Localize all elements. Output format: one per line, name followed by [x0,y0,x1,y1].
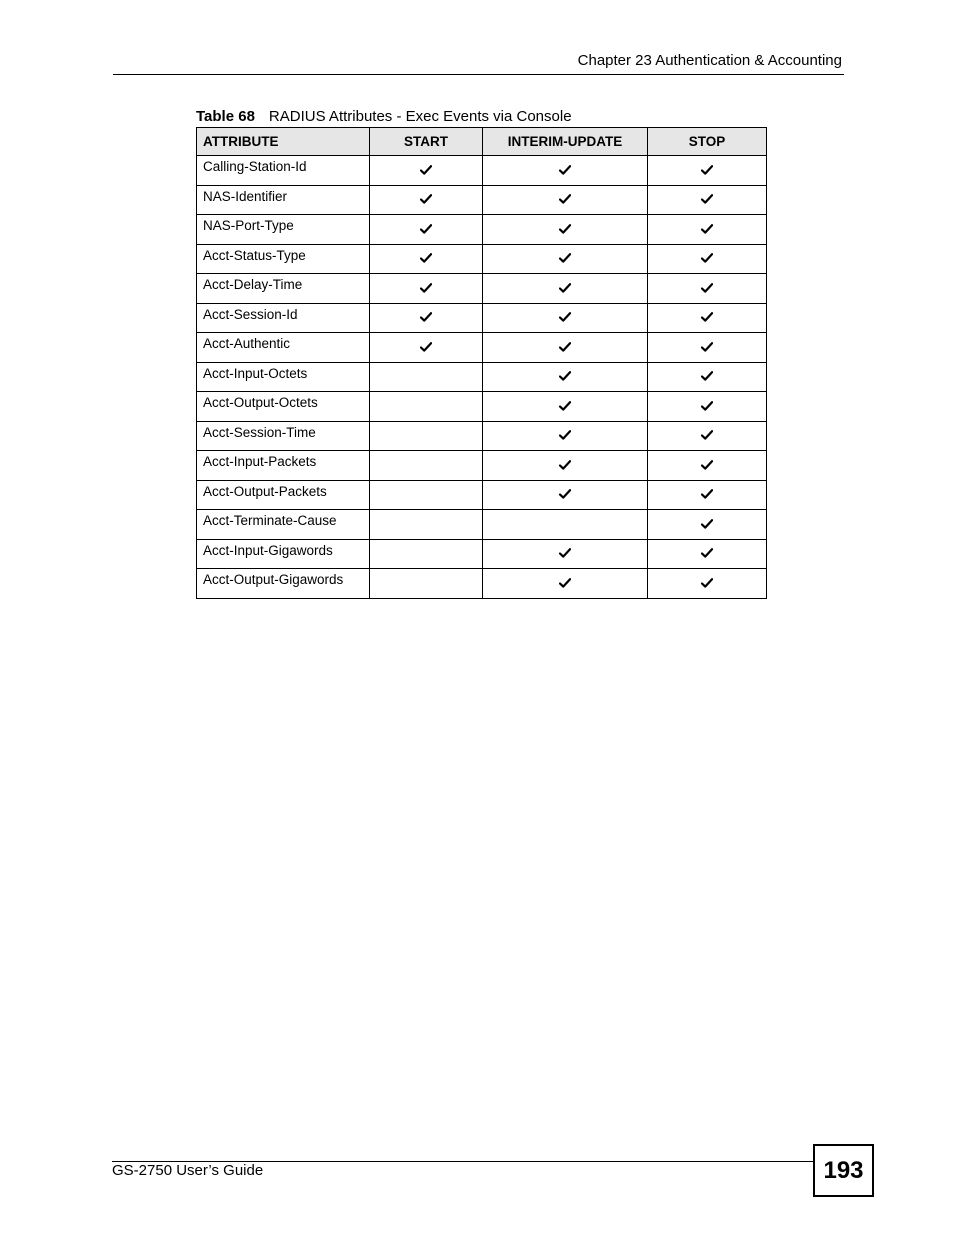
start-cell [370,185,483,215]
stop-cell [648,539,767,569]
attribute-cell: Calling-Station-Id [197,156,370,186]
table-caption-label: Table 68 [196,108,255,125]
checkmark-icon [701,428,713,443]
stop-cell [648,451,767,481]
start-cell [370,392,483,422]
radius-attributes-table [196,127,767,599]
checkmark-icon [701,251,713,266]
checkmark-icon [701,163,713,178]
table-row [197,480,767,510]
checkmark-icon [559,251,571,266]
table-row [197,333,767,363]
checkmark-icon [559,399,571,414]
start-cell [370,510,483,540]
checkmark-icon [701,546,713,561]
interim-update-cell [483,392,648,422]
footer-guide-title: GS-2750 User’s Guide [112,1162,264,1179]
checkmark-icon [420,192,432,207]
stop-cell [648,480,767,510]
start-cell [370,451,483,481]
interim-update-cell [483,185,648,215]
checkmark-icon [701,310,713,325]
attribute-cell: Acct-Authentic [197,333,370,363]
checkmark-icon [420,281,432,296]
checkmark-icon [559,576,571,591]
start-cell [370,421,483,451]
interim-update-cell [483,510,648,540]
attribute-cell: Acct-Session-Time [197,421,370,451]
checkmark-icon [701,399,713,414]
checkmark-icon [559,428,571,443]
table-row [197,392,767,422]
stop-cell [648,274,767,304]
table-body [197,156,767,599]
stop-cell [648,569,767,599]
start-cell [370,362,483,392]
interim-update-cell [483,244,648,274]
checkmark-icon [701,576,713,591]
checkmark-icon [701,487,713,502]
stop-cell [648,421,767,451]
table-row [197,215,767,245]
column-header-stop: STOP [648,128,767,156]
interim-update-cell [483,215,648,245]
table-row [197,362,767,392]
stop-cell [648,333,767,363]
header-divider [113,74,844,75]
checkmark-icon [420,251,432,266]
table-row [197,421,767,451]
attribute-cell: Acct-Input-Gigawords [197,539,370,569]
stop-cell [648,510,767,540]
table-row [197,156,767,186]
page-number: 193 [813,1144,874,1197]
checkmark-icon [701,517,713,532]
column-header-interim-update: INTERIM-UPDATE [483,128,648,156]
start-cell [370,539,483,569]
interim-update-cell [483,421,648,451]
start-cell [370,569,483,599]
checkmark-icon [559,369,571,384]
attribute-cell: Acct-Input-Octets [197,362,370,392]
table-row [197,185,767,215]
interim-update-cell [483,569,648,599]
interim-update-cell [483,156,648,186]
attribute-cell: Acct-Input-Packets [197,451,370,481]
table-row [197,539,767,569]
stop-cell [648,156,767,186]
start-cell [370,244,483,274]
stop-cell [648,185,767,215]
stop-cell [648,392,767,422]
checkmark-icon [559,192,571,207]
attribute-cell: NAS-Identifier [197,185,370,215]
table-caption-title: RADIUS Attributes - Exec Events via Console [268,108,572,125]
attribute-cell: NAS-Port-Type [197,215,370,245]
start-cell [370,215,483,245]
stop-cell [648,215,767,245]
stop-cell [648,362,767,392]
checkmark-icon [559,310,571,325]
start-cell [370,333,483,363]
column-header-attribute: ATTRIBUTE [197,128,370,156]
interim-update-cell [483,274,648,304]
table-row [197,451,767,481]
attribute-cell: Acct-Terminate-Cause [197,510,370,540]
checkmark-icon [559,487,571,502]
checkmark-icon [701,458,713,473]
checkmark-icon [420,340,432,355]
table-row [197,244,767,274]
start-cell [370,480,483,510]
start-cell [370,274,483,304]
interim-update-cell [483,539,648,569]
attribute-cell: Acct-Output-Octets [197,392,370,422]
checkmark-icon [420,222,432,237]
table-row [197,510,767,540]
table-header-row [197,128,767,156]
table-row [197,569,767,599]
checkmark-icon [559,546,571,561]
checkmark-icon [559,281,571,296]
interim-update-cell [483,333,648,363]
attribute-cell: Acct-Status-Type [197,244,370,274]
interim-update-cell [483,303,648,333]
interim-update-cell [483,451,648,481]
attribute-cell: Acct-Output-Packets [197,480,370,510]
checkmark-icon [559,340,571,355]
column-header-start: START [370,128,483,156]
checkmark-icon [420,310,432,325]
stop-cell [648,244,767,274]
start-cell [370,303,483,333]
table-row [197,274,767,304]
attribute-cell: Acct-Output-Gigawords [197,569,370,599]
checkmark-icon [701,369,713,384]
table-row [197,303,767,333]
chapter-header: Chapter 23 Authentication & Accounting [577,52,842,69]
checkmark-icon [701,192,713,207]
checkmark-icon [701,222,713,237]
checkmark-icon [701,281,713,296]
interim-update-cell [483,480,648,510]
start-cell [370,156,483,186]
table-caption [196,108,572,125]
attribute-cell: Acct-Session-Id [197,303,370,333]
checkmark-icon [559,458,571,473]
attribute-cell: Acct-Delay-Time [197,274,370,304]
checkmark-icon [559,222,571,237]
checkmark-icon [701,340,713,355]
stop-cell [648,303,767,333]
checkmark-icon [559,163,571,178]
checkmark-icon [420,163,432,178]
interim-update-cell [483,362,648,392]
